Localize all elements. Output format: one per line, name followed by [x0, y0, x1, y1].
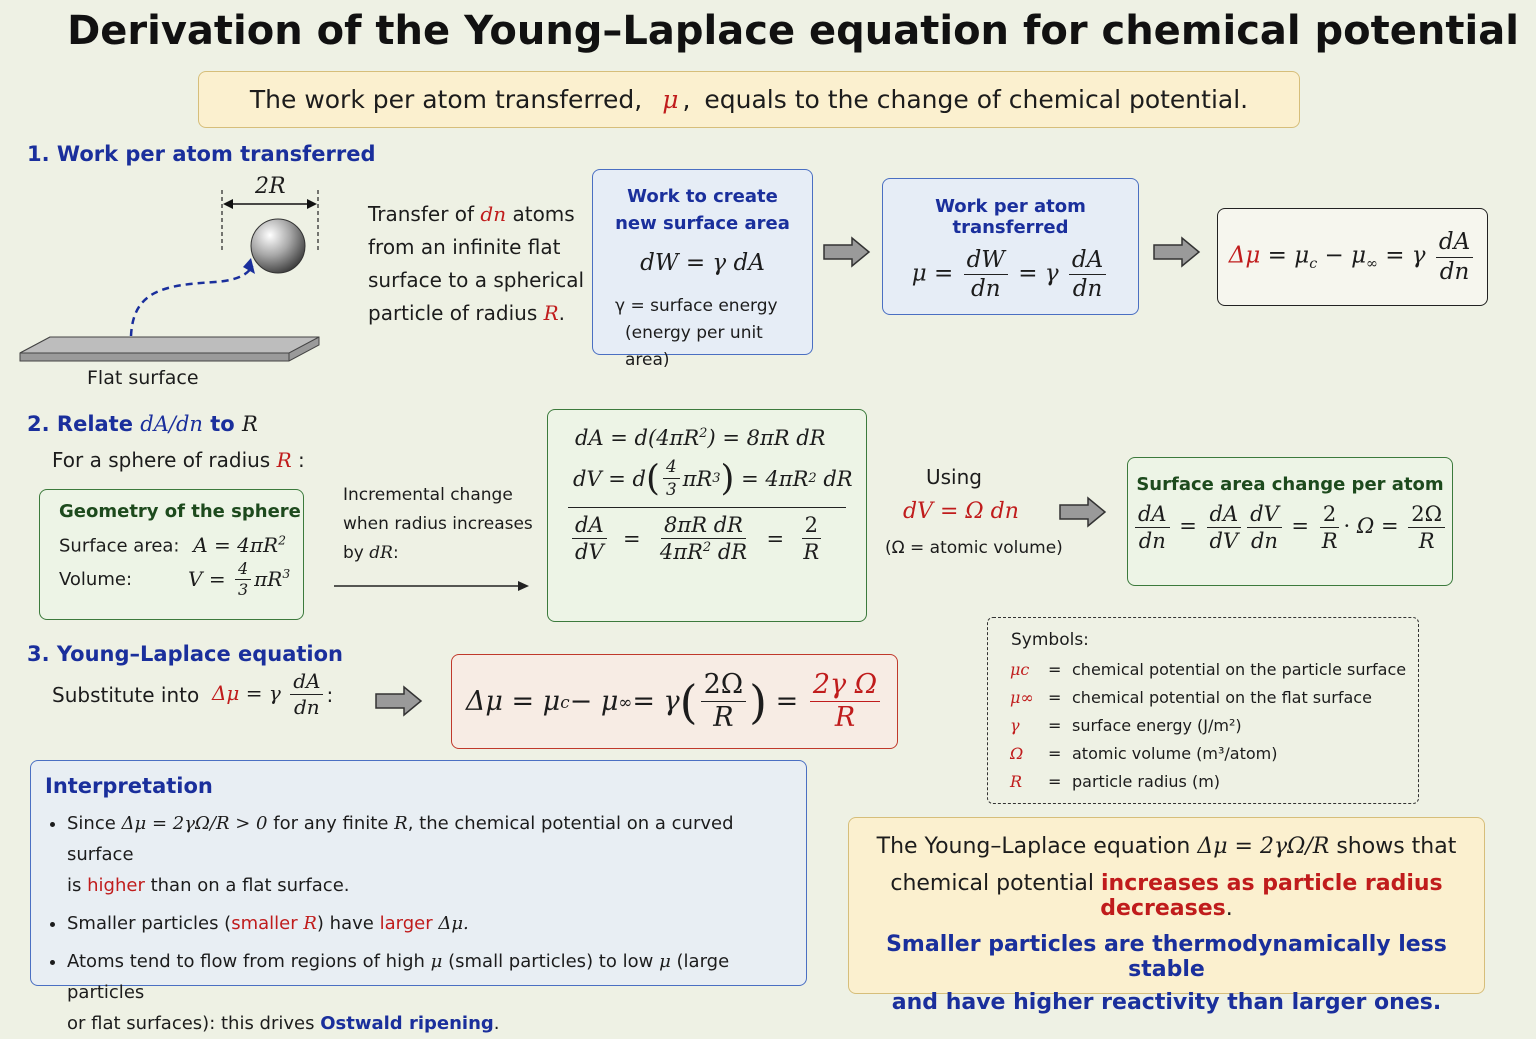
page-title: Derivation of the Young–Laplace equation for chemical potential — [67, 8, 1519, 54]
section-1-heading: 1. Work per atom transferred — [27, 142, 376, 166]
dA-eq: dA = $d(4\pi R^2) = 8\pi R$ dR — [575, 426, 826, 450]
banner-mu: μ — [662, 85, 679, 114]
conclusion-line-4: and have higher reactivity than larger ones. — [891, 990, 1442, 1015]
symbol-row: μ∞ = chemical potential on the flat surface — [1010, 688, 1372, 707]
arrow-2 — [1152, 236, 1202, 268]
using-eq: dV = Ω dn — [903, 499, 1019, 524]
symbol-row: γ = surface energy (J/m²) — [1010, 716, 1242, 735]
symbol-row: μc = chemical potential on the particle surface — [1010, 660, 1407, 679]
work-per-atom-eq: μ = $\frac{dW}{dn}$ = γ $\frac{dA}{dn}$ — [883, 248, 1138, 301]
section-2-heading: 2. Relate dA/dn to R — [27, 412, 258, 436]
diameter-label: 2R — [255, 174, 286, 199]
flat-surface-label: Flat surface — [87, 367, 199, 389]
arrow-4 — [374, 685, 424, 717]
banner-comma: , — [682, 85, 691, 114]
thin-arrow — [333, 579, 531, 593]
conclusion-line-2: chemical potential increases as particle radius decreases. — [890, 871, 1443, 921]
interp-bullet-1: • Since Δμ = 2γΩ/R > 0 for any finite R, the chemical potential on a curved surface is higher than on a flat surface. — [67, 808, 796, 901]
young-laplace-eq: Δμ = μ c − μ ∞ = γ ( $\frac{2\Omega}{R}$ ) = $\frac{\text{2γ Ω}}{R}$ — [466, 671, 883, 733]
interpretation-title: Interpretation — [45, 774, 213, 798]
geometry-title: Geometry of the sphere — [59, 501, 301, 522]
sa-eq: $\frac{dA}{dn}$ = $\frac{dA}{dV}$ $\frac{dV}{dn}$ = $\frac{2}{R}$ · Ω = $\frac{2\Omega}{R}$ — [1128, 503, 1452, 552]
section-3-heading: 3. Young–Laplace equation — [27, 642, 344, 666]
dAdV-eq: $\frac{dA}{dV}$ = $\frac{\text{8πR dR}}{4\pi R^2 dR}$ = $\frac{2}{R}$ — [569, 514, 866, 563]
section-3-sub: Substitute into Δμ = γ $\frac{dA}{dn}$ : — [52, 669, 334, 719]
intro-banner — [198, 71, 1300, 128]
work-create-eq: dW = γ dA — [640, 250, 765, 276]
work-create-box — [592, 169, 813, 370]
using-note: (Ω = atomic volume) — [885, 538, 1063, 558]
conclusion-box — [848, 817, 1485, 1015]
arrow-1 — [822, 236, 872, 268]
conclusion-line-1: The Young–Laplace equation Δμ = 2γΩ/R shows that — [876, 834, 1457, 859]
interpretation-box — [30, 760, 807, 1034]
banner-text-post: equals to the change of chemical potential. — [704, 85, 1249, 114]
using-label: Using — [926, 465, 982, 489]
symbols-title: Symbols: — [1011, 630, 1089, 650]
work-create-title-2: new surface area — [615, 213, 790, 234]
incremental-text: Incremental change when radius increases by dR: — [343, 485, 533, 563]
symbol-row: R = particle radius (m) — [1010, 772, 1221, 791]
banner-text-pre: The work per atom transferred, — [249, 85, 643, 114]
transfer-description: Transfer of dn atoms from an infinite flat surface to a spherical particle of radius R. — [368, 202, 585, 325]
delta-mu-box — [1217, 208, 1488, 306]
geometry-volume: Volume: V = $\frac{4}{3}$ $\pi R^3$ — [59, 558, 291, 600]
derivation-box — [547, 409, 867, 622]
arrow-3 — [1058, 496, 1108, 528]
young-laplace-box — [451, 654, 898, 749]
delta-mu-eq: $\Delta\mu = \mu_c - \mu_\infty = \gamma$ $\frac{dA}{dn}$ — [1229, 230, 1476, 283]
symbol-row: Ω = atomic volume (m³/atom) — [1010, 744, 1278, 763]
work-per-atom-box — [882, 178, 1139, 315]
sphere-particle — [251, 219, 305, 273]
surface-area-per-atom-box — [1127, 457, 1453, 586]
work-per-atom-title: Work per atom transferred — [935, 196, 1086, 238]
interp-bullet-3: • Atoms tend to flow from regions of high μ (small particles) to low μ (large particles or flat surfaces): this drives Ostwald ripening. — [67, 946, 796, 1039]
dV-eq: dV = d ( $\frac{4}{3}$ πR 3 ) = 4πR 2 dR — [573, 456, 853, 499]
symbols-box — [987, 617, 1419, 804]
transfer-diagram — [15, 170, 330, 370]
section-2-sub: For a sphere of radius R : — [52, 448, 305, 472]
gamma-def-2: (energy per unit area) — [625, 323, 763, 370]
sa-title: Surface area change per atom — [1136, 474, 1444, 495]
work-create-title-1: Work to create — [627, 186, 778, 207]
conclusion-line-3: Smaller particles are thermodynamically less stable — [886, 932, 1447, 982]
gamma-def: γ = surface energy — [615, 296, 778, 316]
geometry-box — [39, 489, 304, 620]
geometry-area: Surface area: $A = 4\pi R^2$ — [59, 532, 286, 557]
interp-bullet-2: • Smaller particles (smaller R) have larger Δμ. — [67, 908, 796, 939]
